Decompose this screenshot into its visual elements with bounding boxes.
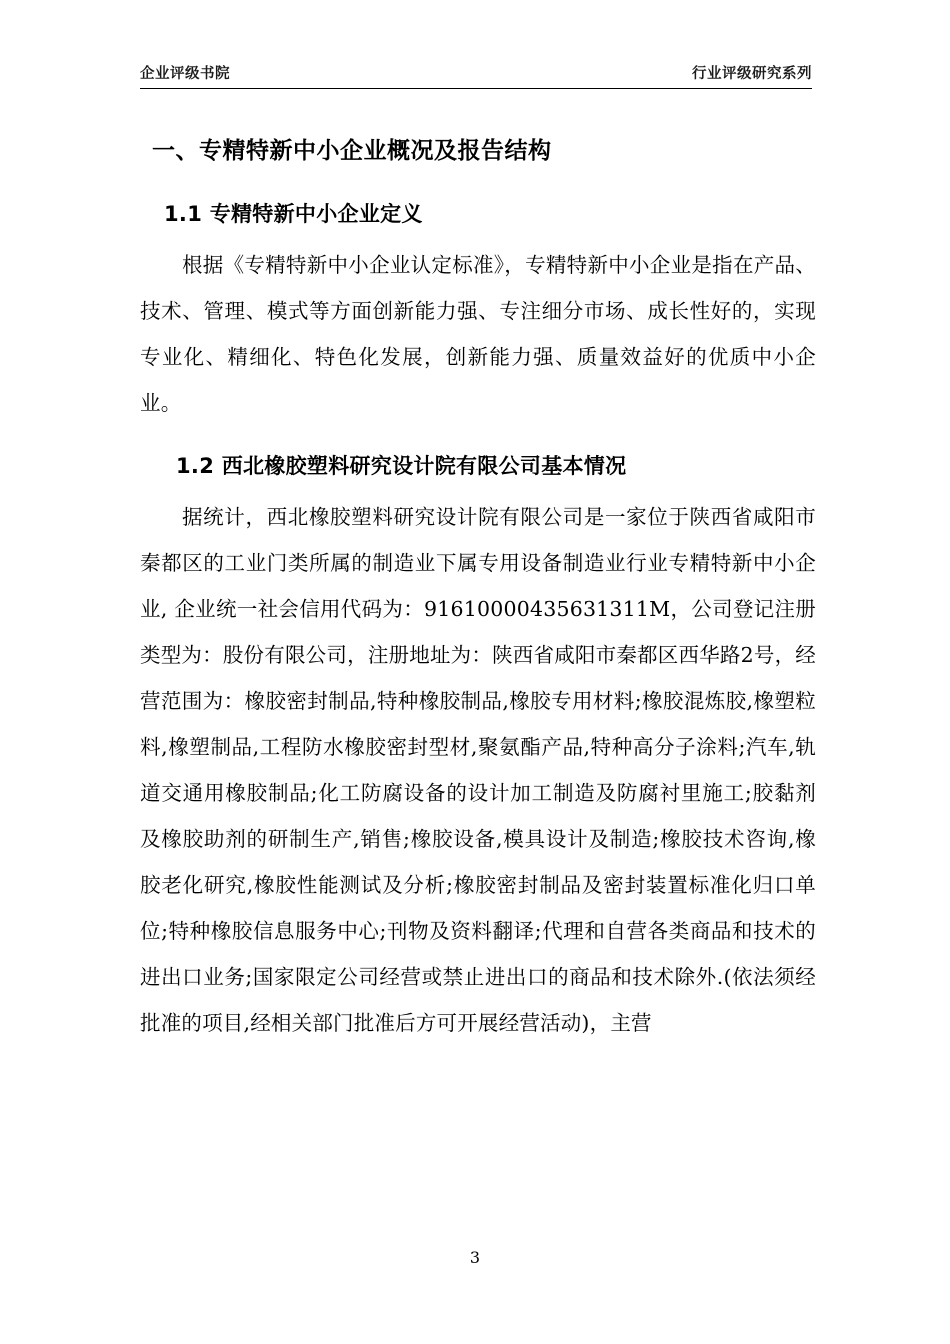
paragraph-company-profile: 据统计，西北橡胶塑料研究设计院有限公司是一家位于陕西省咸阳市秦都区的工业门类所属的制造业下属专用设备制造业行业专精特新中小企业, 企业统一社会信用代码为：91610000435631311M，公司登记注册类型为：股份有限公司，注册地址为：陕西省咸阳市秦都区西华路2号，经营范围为：橡胶密封制品,特种橡胶制品,橡胶专用材料;橡胶混炼胶,橡塑粒料,橡塑制品,工程防水橡胶密封型材,聚氨酯产品,特种高分子涂料;汽车,轨道交通用橡胶制品;化工防腐设备的设计加工制造及防腐衬里施工;胶黏剂及橡胶助剂的研制生产,销售;橡胶设备,模具设计及制造;橡胶技术咨询,橡胶老化研究,橡胶性能测试及分析;橡胶密封制品及密封装置标准化归口单位;特种橡胶信息服务中心;刊物及资料翻译;代理和自营各类商品和技术的进出口业务;国家限定公司经营或禁止进出口的商品和技术除外.(依法须经批准的项目,经相关部门批准后方可开展经营活动)，主营 xyxy=(140,505,816,1035)
page-number: 3 xyxy=(469,1248,481,1267)
section-heading: 一、专精特新中小企业概况及报告结构 xyxy=(152,138,552,164)
subsection-heading-1-2: 1.2 西北橡胶塑料研究设计院有限公司基本情况 xyxy=(176,454,627,478)
header-left-text: 企业评级书院 xyxy=(140,66,230,82)
document-content xyxy=(140,128,816,1046)
subsection-heading-1-1: 1.1 专精特新中小企业定义 xyxy=(164,202,423,226)
paragraph-definition: 根据《专精特新中小企业认定标准》，专精特新中小企业是指在产品、技术、管理、模式等方面创新能力强、专注细分市场、成长性好的，实现专业化、精细化、特色化发展，创新能力强、质量效益好的优质中小企业。 xyxy=(140,253,816,415)
header-divider xyxy=(140,88,812,89)
page-header xyxy=(140,62,812,83)
header-right-text: 行业评级研究系列 xyxy=(692,66,812,82)
